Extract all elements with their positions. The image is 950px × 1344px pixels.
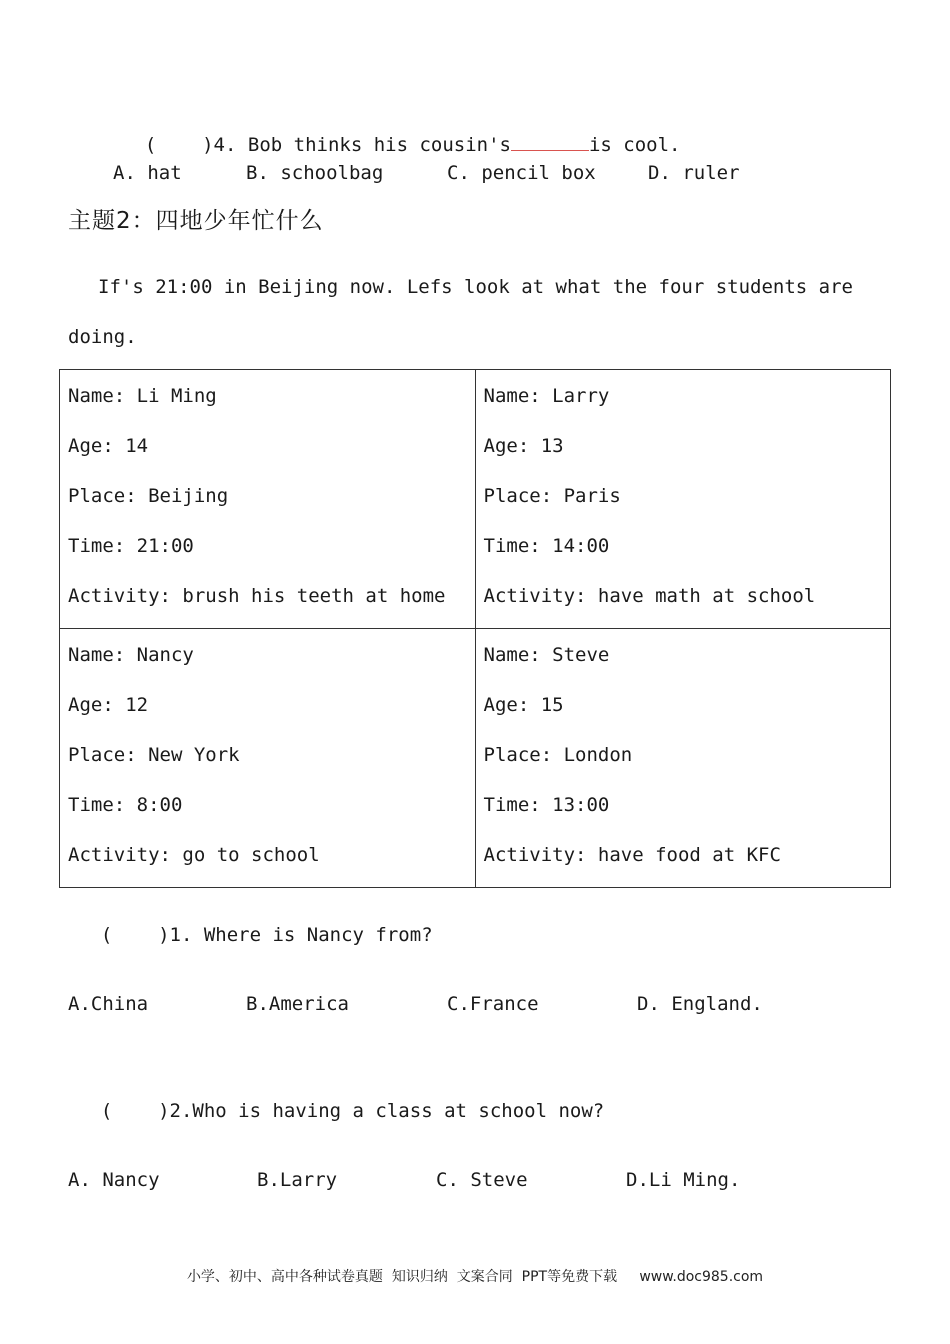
topic-heading: 主题2：四地少年忙什么 [68, 208, 324, 234]
card-age: Age: 13 [483, 435, 564, 457]
card-activity: Activity: brush his teeth at home [68, 585, 446, 607]
card-age: Age: 12 [68, 694, 149, 716]
card-time: Time: 14:00 [483, 535, 610, 557]
question-text: 2.Who is having a class at school now? [169, 1100, 605, 1122]
card-place: Place: New York [68, 744, 240, 766]
student-card [60, 629, 476, 888]
question-text-after: is cool. [588, 134, 681, 156]
q2-option-d: D.Li Ming. [626, 1169, 741, 1191]
card-age: Age: 14 [68, 435, 149, 457]
card-name: Name: Li Ming [68, 385, 217, 407]
card-place: Place: London [483, 744, 633, 766]
card-age: Age: 15 [483, 694, 564, 716]
card-activity: Activity: go to school [68, 844, 320, 866]
intro-line-1: If's 21:00 in Beijing now. Lefs look at what the four students are [98, 276, 853, 298]
card-name: Name: Nancy [68, 644, 194, 666]
card-place: Place: Beijing [68, 485, 229, 507]
page-footer: 小学、初中、高中各种试卷真题 知识归纳 文案合同 PPT等免费下载 www.doc985.com [186, 1269, 764, 1285]
answer-paren: ( ) [100, 1100, 170, 1122]
question-text-before: Bob thinks his cousin's [247, 134, 511, 156]
fill-in-blank[interactable] [511, 133, 589, 151]
card-place: Place: Paris [483, 485, 621, 507]
q2-option-c: C. Steve [436, 1169, 528, 1191]
q4-option-b: B. schoolbag [246, 162, 384, 184]
card-activity: Activity: have math at school [483, 585, 816, 607]
card-name: Name: Steve [483, 644, 610, 666]
q2-option-b: B.Larry [257, 1169, 338, 1191]
student-card [475, 629, 891, 888]
question-1 [78, 907, 433, 945]
q1-option-b: B.America [246, 993, 349, 1015]
card-activity: Activity: have food at KFC [483, 844, 781, 866]
student-card [60, 370, 476, 629]
answer-paren: ( ) [144, 134, 214, 156]
q1-option-a: A.China [68, 993, 149, 1015]
card-time: Time: 13:00 [483, 794, 610, 816]
q4-option-c: C. pencil box [447, 162, 596, 184]
question-text: 1. Where is Nancy from? [169, 924, 433, 946]
card-time: Time: 21:00 [68, 535, 194, 557]
q4-option-d: D. ruler [648, 162, 740, 184]
q4-option-a: A. hat [113, 162, 182, 184]
intro-line-2: doing. [68, 326, 137, 348]
card-name: Name: Larry [483, 385, 610, 407]
answer-paren: ( ) [100, 924, 170, 946]
q4-line [122, 114, 681, 155]
question-number: 4. [213, 134, 237, 156]
q1-option-c: C.France [447, 993, 539, 1015]
student-card [475, 370, 891, 629]
student-info-table [59, 369, 891, 888]
card-time: Time: 8:00 [68, 794, 183, 816]
question-2 [78, 1083, 604, 1121]
q2-option-a: A. Nancy [68, 1169, 160, 1191]
q1-option-d: D. England. [637, 993, 763, 1015]
